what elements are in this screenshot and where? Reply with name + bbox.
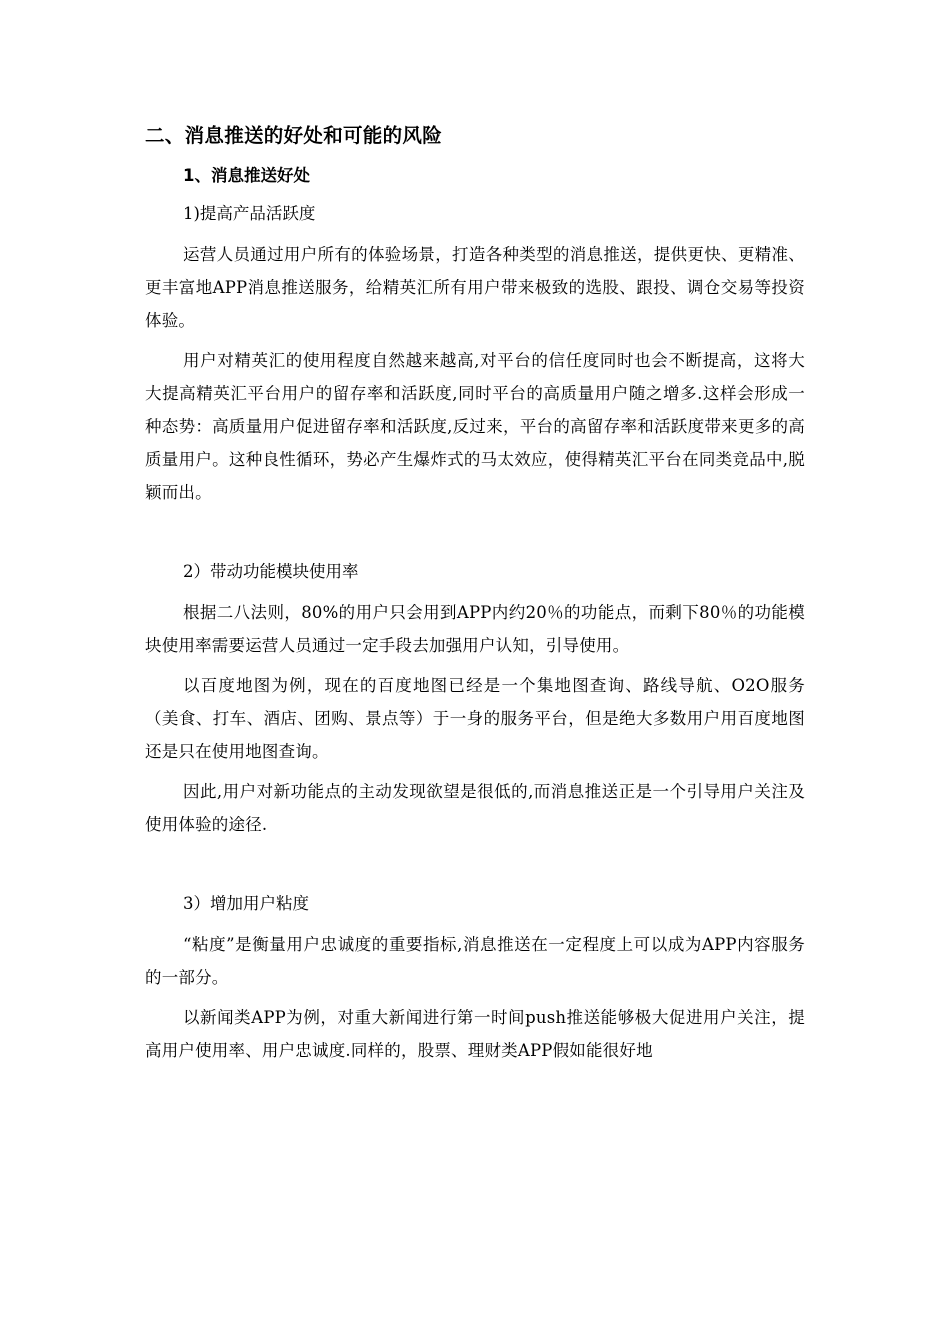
paragraph: 以百度地图为例，现在的百度地图已经是一个集地图查询、路线导航、O2O服务（美食、打车、酒店、团购、景点等）于一身的服务平台，但是绝大多数用户用百度地图还是只在使用地图查询。 — [145, 676, 805, 761]
item-heading-activity: 1)提高产品活跃度 — [183, 204, 316, 223]
spacer — [145, 516, 805, 558]
item-heading-stickiness: 3）增加用户粘度 — [183, 894, 309, 913]
paragraph: 因此,用户对新功能点的主动发现欲望是很低的,而消息推送正是一个引导用户关注及使用体验的途径. — [145, 782, 805, 834]
paragraph: 用户对精英汇的使用程度自然越来越高,对平台的信任度同时也会不断提高，这将大大提高精英汇平台用户的留存率和活跃度,同时平台的高质量用户随之增多.这样会形成一种态势：高质量用户促进留存率和活跃度,反过来，平台的高留存率和活跃度带来更多的高质量用户。这种良性循环，势必产生爆炸式的马太效应，使得精英汇平台在同类竞品中,脱颖而出。 — [145, 351, 805, 502]
paragraph: “粘度”是衡量用户忠诚度的重要指标,消息推送在一定程度上可以成为APP内容服务的一部分。 — [145, 935, 805, 987]
item-heading-feature-usage: 2）带动功能模块使用率 — [183, 562, 359, 581]
paragraph: 运营人员通过用户所有的体验场景，打造各种类型的消息推送，提供更快、更精准、更丰富地APP消息推送服务，给精英汇所有用户带来极致的选股、跟投、调仓交易等投资体验。 — [145, 245, 805, 330]
paragraph: 根据二八法则，80%的用户只会用到APP内约20％的功能点，而剩下80％的功能模块使用率需要运营人员通过一定手段去加强用户认知，引导使用。 — [145, 603, 805, 655]
document-body — [145, 118, 805, 1074]
spacer — [145, 848, 805, 890]
subsection-title: 1、消息推送好处 — [183, 166, 310, 185]
section-title: 二、消息推送的好处和可能的风险 — [145, 124, 443, 147]
paragraph: 以新闻类APP为例，对重大新闻进行第一时间push推送能够极大促进用户关注，提高用户使用率、用户忠诚度.同样的，股票、理财类APP假如能很好地 — [145, 1008, 805, 1060]
